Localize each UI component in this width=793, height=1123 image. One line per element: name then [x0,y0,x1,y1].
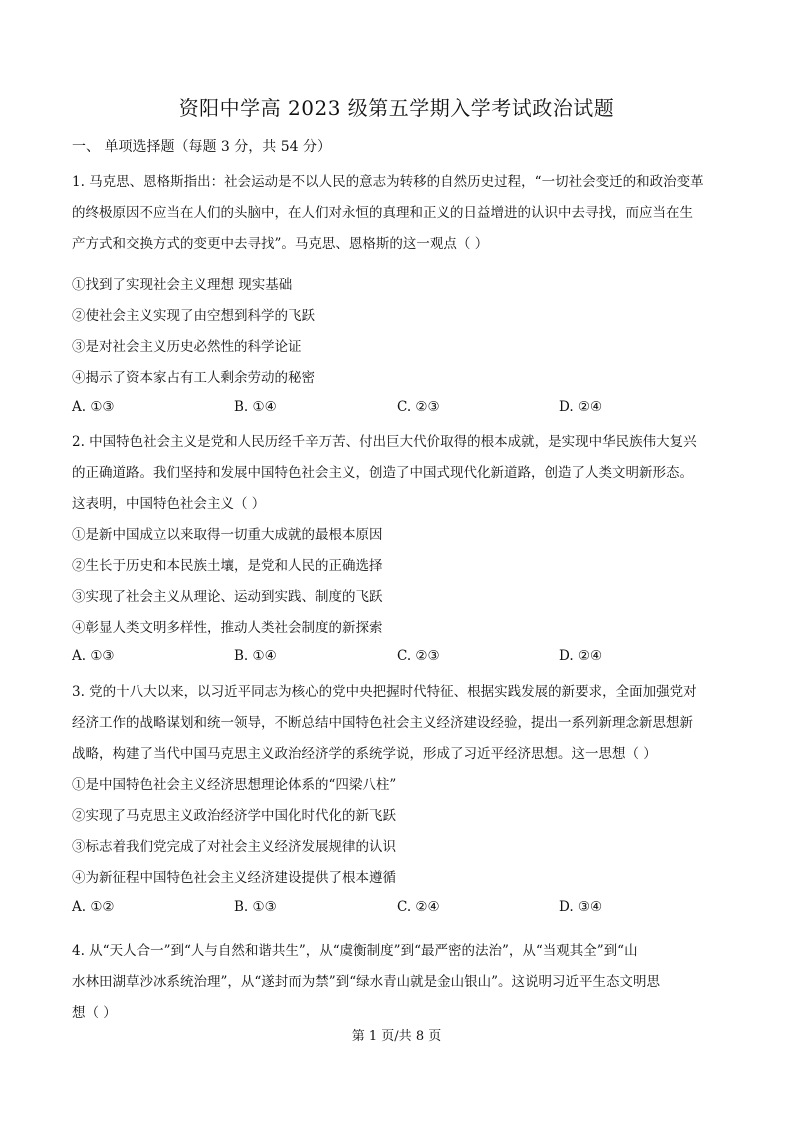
q3-statement: ②实现了马克思主义政治经济学中国化时代化的新飞跃 [72,808,396,824]
q2-option-d: D. ②④ [559,648,603,664]
q1-statement: ②使社会主义实现了由空想到科学的飞跃 [72,308,315,324]
q3-option-c: C. ②④ [397,899,440,915]
q2-statement: ③实现了社会主义从理论、运动到实践、制度的飞跃 [72,589,383,605]
q1-statement: ③是对社会主义历史必然性的科学论证 [72,339,302,355]
q3-option-a: A. ①② [72,899,115,915]
q2-option-b: B. ①④ [234,648,277,664]
q4-stem-line: 水林田湖草沙冰系统治理”，从“遂封而为禁”到“绿水青山就是金山银山”。这说明习近平生态文明思 [72,974,661,990]
q3-stem-line: 战略，构建了当代中国马克思主义政治经济学的系统学说，形成了习近平经济思想。这一思想（ ） [72,746,657,762]
q2-stem-line: 的正确道路。我们坚持和发展中国特色社会主义，创造了中国式现代化新道路，创造了人类文明新形态。 [72,465,693,481]
q3-statement: ④为新征程中国特色社会主义经济建设提供了根本遵循 [72,870,396,886]
q1-statement: ①找到了实现社会主义理想 现实基础 [72,277,293,293]
q2-statement: ①是新中国成立以来取得一切重大成就的最根本原因 [72,527,383,543]
q4-stem-line: 4. 从“天人合一”到“人与自然和谐共生”，从“虞衡制度”到“最严密的法治”，从“当观其全”到“山 [72,943,638,959]
q1-stem-line: 的终极原因不应当在人们的头脑中，在人们对永恒的真理和正义的日益增进的认识中去寻找，而应当在生 [72,205,693,221]
q1-statement: ④揭示了资本家占有工人剩余劳动的秘密 [72,370,315,386]
q1-option-d: D. ②④ [559,399,603,415]
q3-stem-line: 3. 党的十八大以来，以习近平同志为核心的党中央把握时代特征、根据实践发展的新要求，全面加强党对 [72,684,697,700]
q1-option-a: A. ①③ [72,399,115,415]
q1-stem-line: 产方式和交换方式的变更中去寻找”。马克思、恩格斯的这一观点（ ） [72,236,489,252]
section-heading: 一、 单项选择题（每题 3 分，共 54 分） [72,139,331,155]
q1-option-b: B. ①④ [234,399,277,415]
q3-option-b: B. ①③ [234,899,277,915]
page-footer: 第 1 页/共 8 页 [351,1029,442,1044]
q3-stem-line: 经济工作的战略谋划和统一领导，不断总结中国特色社会主义经济建设经验，提出一系列新理念新思想新 [72,715,693,731]
q2-statement: ②生长于历史和本民族土壤，是党和人民的正确选择 [72,558,383,574]
q1-option-c: C. ②③ [397,399,440,415]
q2-option-c: C. ②③ [397,648,440,664]
q2-option-a: A. ①③ [72,648,115,664]
q2-stem-line: 2. 中国特色社会主义是党和人民历经千辛万苦、付出巨大代价取得的根本成就，是实现中华民族伟大复兴 [72,434,697,450]
q3-statement: ③标志着我们党完成了对社会主义经济发展规律的认识 [72,839,396,855]
q2-statement: ④彰显人类文明多样性，推动人类社会制度的新探索 [72,620,383,636]
q1-stem-line: 1. 马克思、恩格斯指出：社会运动是不以人民的意志为转移的自然历史过程，“一切社会变迁的和政治变革 [72,174,704,190]
q3-option-d: D. ③④ [559,899,603,915]
q4-stem-line: 想（ ） [72,1005,117,1021]
q2-stem-line: 这表明，中国特色社会主义（ ） [72,496,266,512]
q3-statement: ①是中国特色社会主义经济思想理论体系的“四梁八柱” [72,777,397,793]
page-title: 资阳中学高 2023 级第五学期入学考试政治试题 [178,96,615,120]
